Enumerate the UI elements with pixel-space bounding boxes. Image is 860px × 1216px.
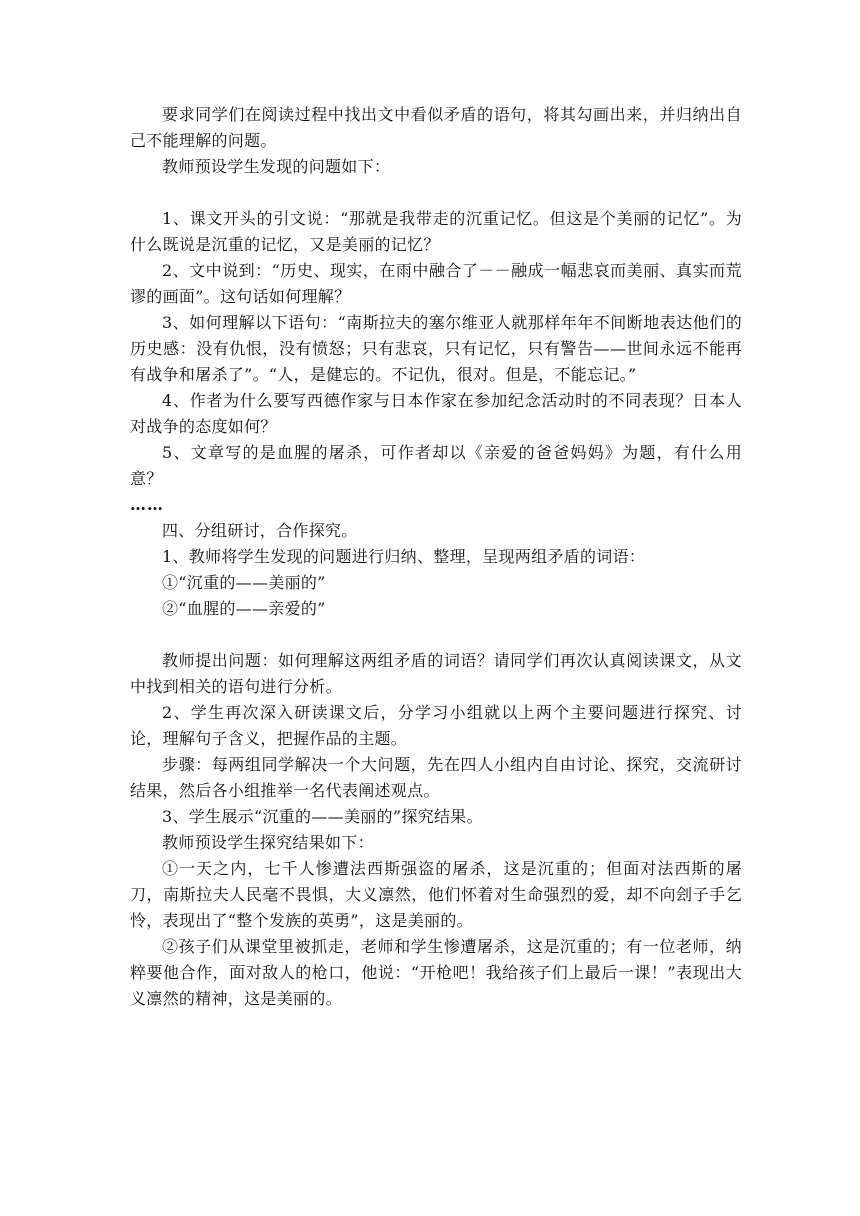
answer-item: ②孩子们从课堂里被抓走，老师和学生惨遭屠杀，这是沉重的；有一位老师，纳粹要他合作，面对敌人的枪口，他说：“开枪吧！我给孩子们上最后一课！”表现出大义凛然的精神，这是美丽的。 [130, 937, 742, 1008]
blank-line [130, 180, 742, 206]
blank-line [130, 622, 742, 648]
paragraph: 3、学生展示“沉重的——美丽的”探究结果。 [162, 807, 483, 826]
question-item: 2、文中说到：“历史、现实，在雨中融合了－－融成一幅悲哀而美丽、真实而荒谬的画面”。这句话如何理解？ [130, 261, 742, 306]
answer-item: ①一天之内，七千人惨遭法西斯强盗的屠杀，这是沉重的；但面对法西斯的屠刀，南斯拉夫人民毫不畏惧，大义凛然，他们怀着对生命强烈的爱，却不向刽子手乞怜，表现出了“整个发族的英勇”，这是美丽的。 [130, 859, 742, 930]
paragraph: 教师预设学生探究结果如下： [162, 833, 374, 852]
paragraph: 2、学生再次深入研读课文后，分学习小组就以上两个主要问题进行探究、讨论，理解句子含义，把握作品的主题。 [130, 703, 742, 748]
question-item: 1、课文开头的引文说：“那就是我带走的沉重记忆。但这是个美丽的记忆”。为什么既说是沉重的记忆，又是美丽的记忆？ [130, 209, 742, 254]
contrast-pair: ②“血腥的——亲爱的” [162, 599, 326, 618]
paragraph: 1、教师将学生发现的问题进行归纳、整理，呈现两组矛盾的词语： [162, 547, 646, 566]
document-body [130, 102, 742, 1012]
ellipsis: …… [130, 495, 164, 514]
paragraph: 教师提出问题：如何理解这两组矛盾的词语？请同学们再次认真阅读课文，从文中找到相关的语句进行分析。 [130, 651, 742, 696]
paragraph: 要求同学们在阅读过程中找出文中看似矛盾的语句，将其勾画出来，并归纳出自己不能理解的问题。 [130, 105, 742, 150]
contrast-pair: ①“沉重的——美丽的” [162, 573, 326, 592]
question-item: 4、作者为什么要写西德作家与日本作家在参加纪念活动时的不同表现？日本人对战争的态度如何？ [130, 391, 742, 436]
paragraph: 步骤：每两组同学解决一个大问题，先在四人小组内自由讨论、探究，交流研讨结果，然后各小组推举一名代表阐述观点。 [130, 755, 742, 800]
section-heading: 四、分组研讨，合作探究。 [162, 521, 358, 540]
question-item: 5、文章写的是血腥的屠杀，可作者却以《亲爱的爸爸妈妈》为题，有什么用意？ [130, 443, 742, 488]
question-item: 3、如何理解以下语句：“南斯拉夫的塞尔维亚人就那样年年不间断地表达他们的历史感：没有仇恨，没有愤怒；只有悲哀，只有记忆，只有警告——世间永远不能再有战争和屠杀了”。“人，是健忘的。不记仇，很对。但是，不能忘记。” [130, 313, 742, 384]
paragraph: 教师预设学生发现的问题如下： [162, 157, 391, 176]
